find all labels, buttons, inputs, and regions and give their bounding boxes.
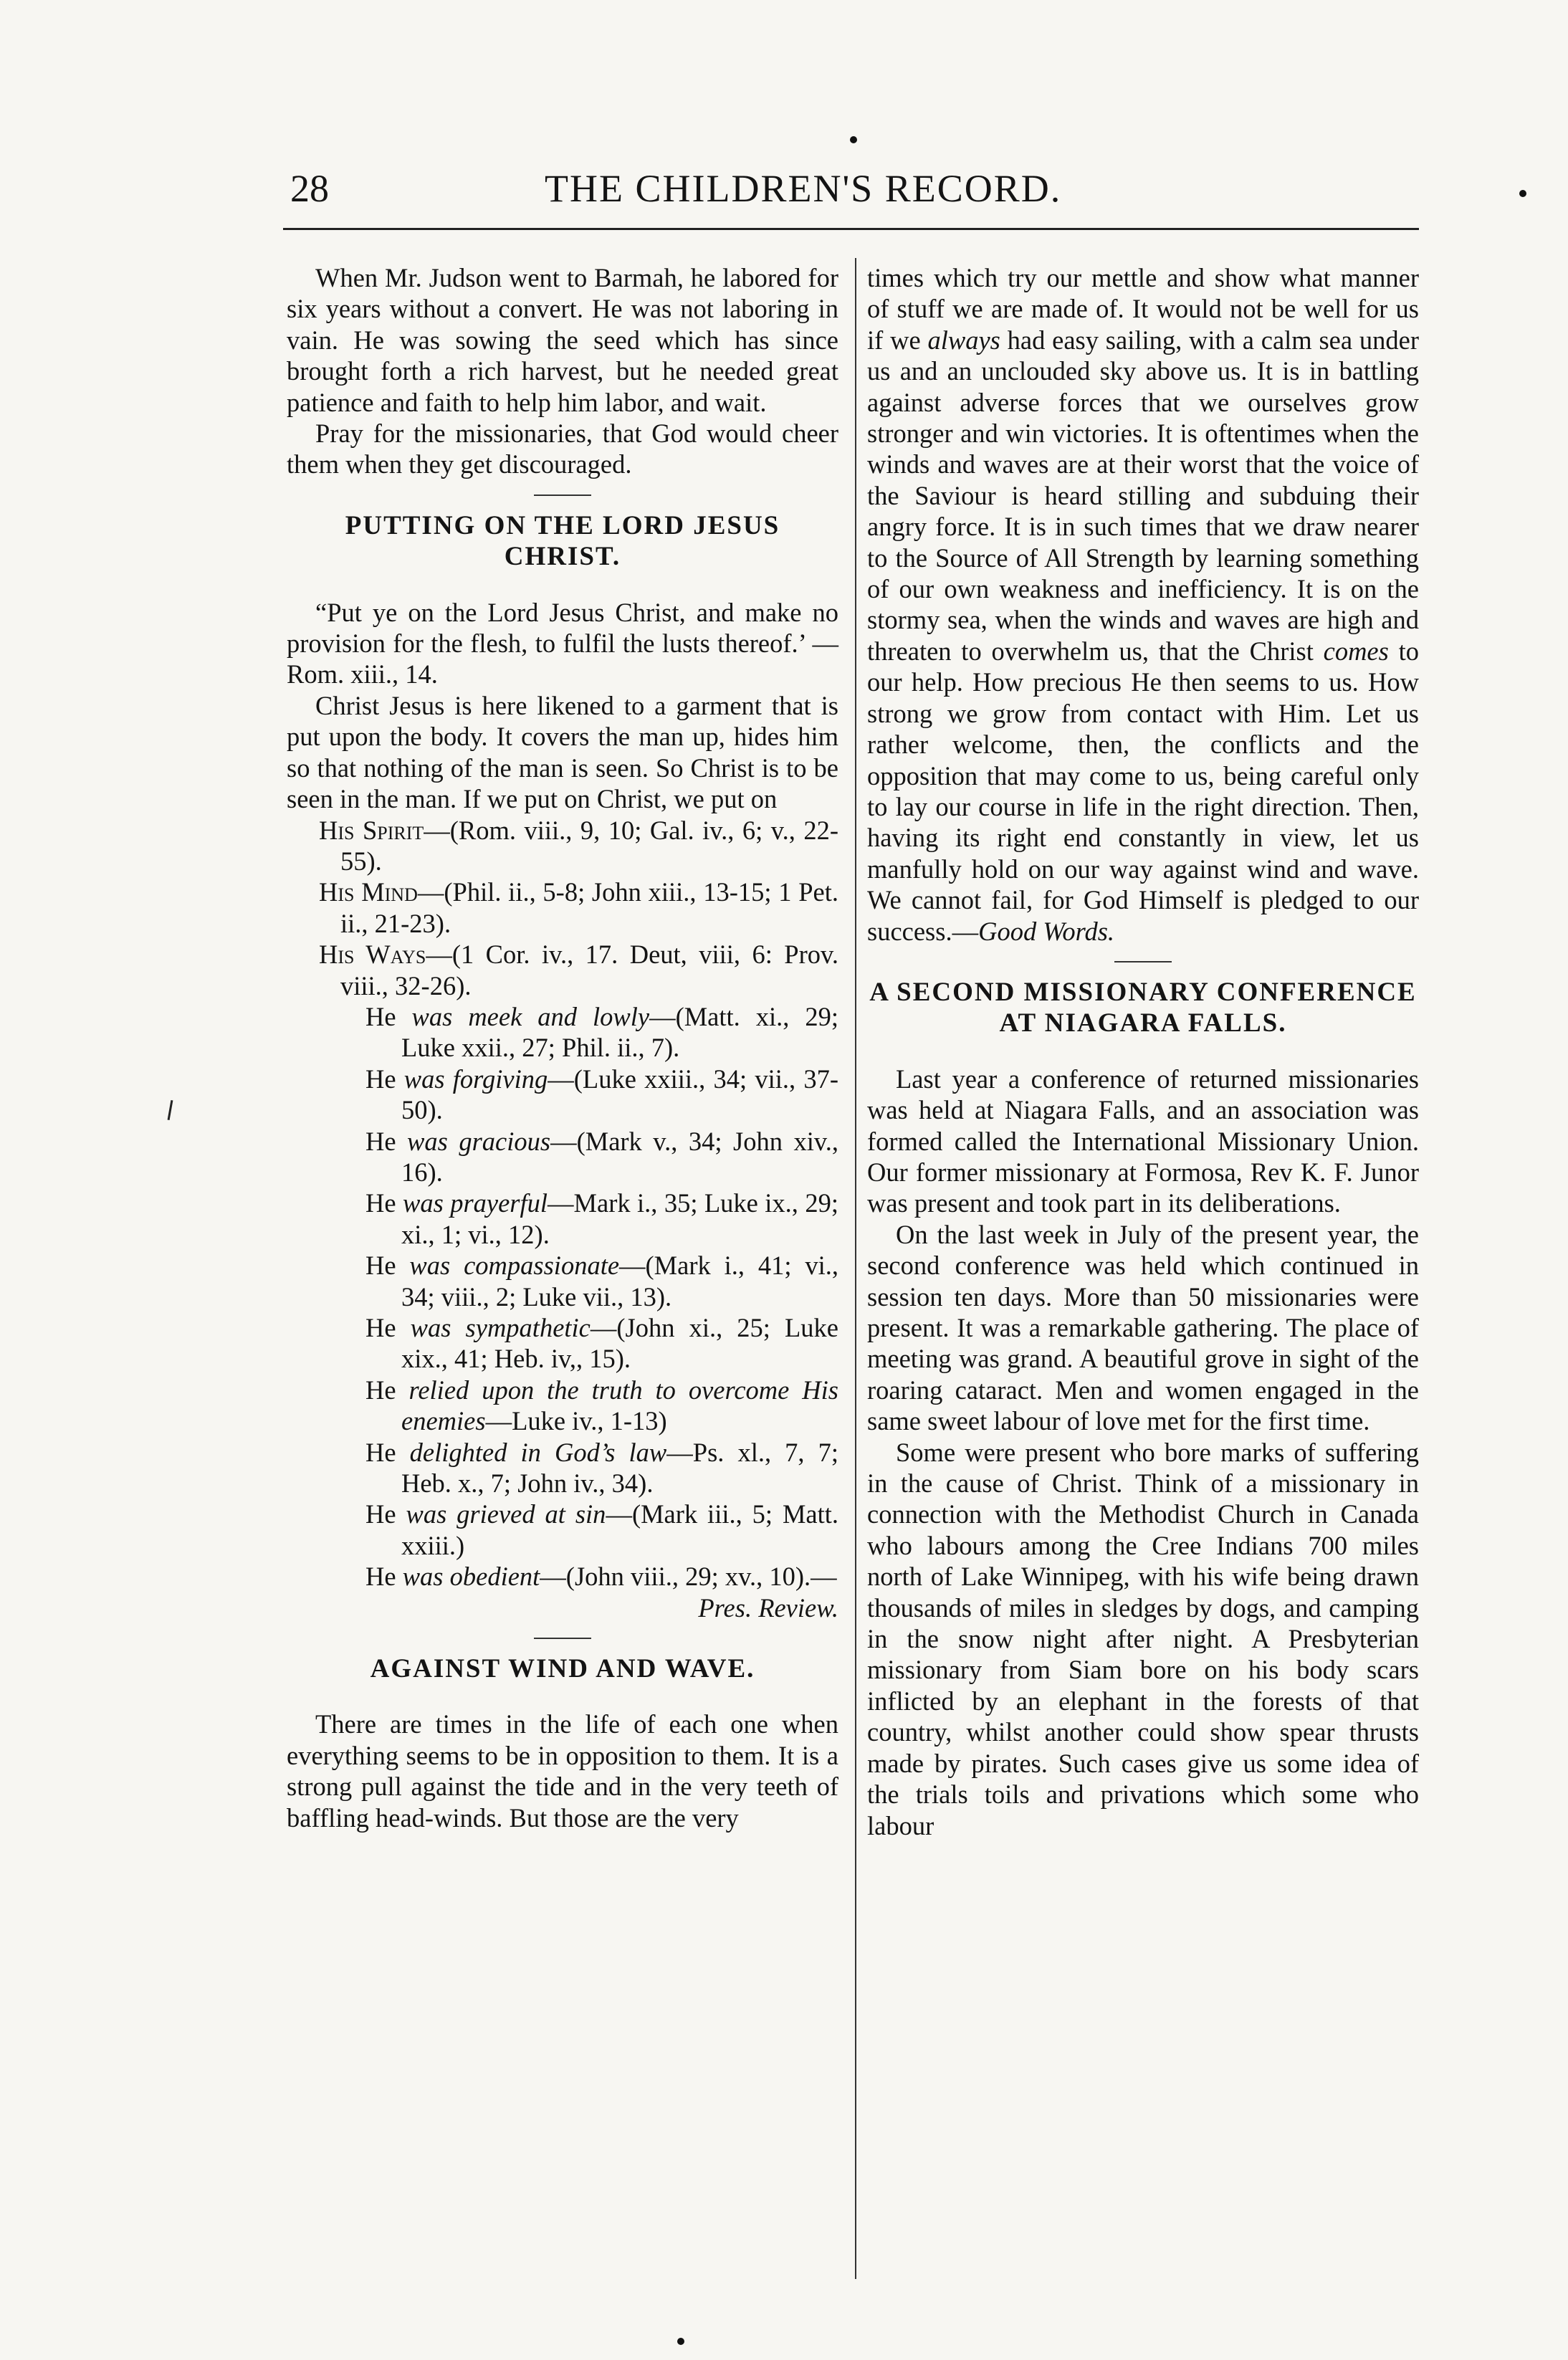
trait-item: He was meek and lowly—(Matt. xi., 29; Luke xxii., 27; Phil. ii., 7). <box>365 1001 839 1063</box>
scripture-quote: “Put ye on the Lord Jesus Christ, and make no provision for the flesh, to fulfil the lusts thereof.’ —Rom. xiii., 14. <box>287 597 838 689</box>
print-speck <box>1519 190 1526 197</box>
prayer-paragraph: Pray for the missionaries, that God would cheer them when they get discouraged. <box>287 419 838 479</box>
trait-item: He delighted in God’s law—Ps. xl., 7, 7; Heb. x., 7; John iv., 34). <box>365 1437 838 1499</box>
print-speck <box>850 136 857 143</box>
header-rule <box>283 228 1419 230</box>
article-heading-wind-and-wave: AGAINST WIND AND WAVE. <box>370 1654 755 1684</box>
trait-item: He was forgiving—(Luke xxiii., 34; vii., 37-50). <box>365 1064 838 1125</box>
trait-item: He was sympathetic—(John xi., 25; Luke xix., 41; Heb. iv,, 15). <box>365 1313 839 1374</box>
wind-paragraph-continued: times which try our mettle and show what manner of stuff we are made of. It would not be well for us if we always had easy sailing, with a calm sea under us and an unclouded sky above us. It is in battling against adverse forces that we ourselves grow stronger and win victories. It is oftentimes when the winds and waves are at their worst that the voice of the Saviour is heard stilling and subduing their angry force. It is in such times that we draw nearer to the Source of All Strength by learning something of our own weakness and inefficiency. It is on the stormy sea, when the winds and waves are high and threaten to overwhelm us, that the Christ comes to our help. How precious He then seems to us. How strong we grow from contact with Him. Let us rather welcome, then, the conflicts and the opposition that may come to us, being careful only to lay our course in life in the right direction. Then, having its right end constantly in view, let us manfully hold on our way against wind and wave. We cannot fail, for God Himself is pledged to our success.—Good Words. <box>867 263 1419 946</box>
garment-paragraph: Christ Jesus is here likened to a garment that is put upon the body. It covers the man up, hides him so that nothing of the man is seen. So Christ is to be seen in the man. If we put on Christ, we put on <box>287 690 838 814</box>
trait-item: He was grieved at sin—(Mark iii., 5; Matt. xxiii.) <box>365 1499 839 1560</box>
article-source: Good Words. <box>978 916 1115 946</box>
list-item: His Mind—(Phil. ii., 5-8; John xiii., 13-15; 1 Pet. ii., 21-23). <box>319 877 838 938</box>
list-item: His Ways—(1 Cor. iv., 17. Deut, viii, 6: Prov. viii., 32-26). <box>319 940 838 1000</box>
page-header <box>0 166 1568 224</box>
article-source: Pres. Review. <box>698 1592 838 1623</box>
article-heading-niagara-conference: A SECOND MISSIONARY CONFERENCE AT NIAGARA FALLS. <box>869 977 1417 1038</box>
conference-paragraph-1: Last year a conference of returned missionaries was held at Niagara Falls, and an association was formed called the International Missionary Union. Our former missionary at Formosa, Rev K. F. Junor was present and took part in its deliberations. <box>867 1064 1419 1218</box>
wind-paragraph-start: There are times in the life of each one when everything seems to be in opposition to them. It is a strong pull against the tide and in the very teeth of baffling head-winds. But those are the very <box>287 1709 838 1833</box>
running-title: THE CHILDREN'S RECORD. <box>545 167 1062 210</box>
left-column <box>287 262 838 1833</box>
page-number: 28 <box>290 167 329 210</box>
article-heading-putting-on-christ: PUTTING ON THE LORD JESUS CHRIST. <box>345 510 780 572</box>
right-column <box>867 262 1419 1841</box>
conference-paragraph-3: Some were present who bore marks of suffering in the cause of Christ. Think of a missionary in connection with the Methodist Church in Canada who labours among the Cree Indians 700 miles north of Lake Winnipeg, with his wife being drawn thousands of miles in sledges by dogs, and camping in the snow night after night. A Presbyterian missionary from Siam bore on his body scars inflicted by an elephant in the forests of that country, whilst another could show spear thrusts made by pirates. Such cases give us some idea of the trials toils and privations which some who labour <box>867 1437 1419 1840</box>
trait-item: He was compassionate—(Mark i., 41; vi., 34; viii., 2; Luke vii., 13). <box>365 1251 838 1312</box>
list-item: His Spirit—(Rom. viii., 9, 10; Gal. iv., 6; v., 22-55). <box>319 815 838 876</box>
trait-item: He was obedient—(John viii., 29; xv., 10).— <box>365 1562 837 1592</box>
trait-item: He was gracious—(Mark v., 34; John xiv., 16). <box>365 1126 838 1187</box>
print-speck <box>677 2338 684 2345</box>
margin-mark <box>168 1100 173 1120</box>
conference-paragraph-2: On the last week in July of the present year, the second conference was held which continued in session ten days. More than 50 missionaries were present. It was a remarkable gathering. The place of meeting was grand. A beautiful grove in sight of the roaring cataract. Men and women engaged in the same sweet labour of love met for the first time. <box>867 1219 1419 1436</box>
column-divider <box>855 258 856 2279</box>
trait-item: He was prayerful—Mark i., 35; Luke ix., 29; xi., 1; vi., 12). <box>365 1188 838 1249</box>
judson-paragraph: When Mr. Judson went to Barmah, he labored for six years without a convert. He was not laboring in vain. He was sowing the seed which has since brought forth a rich harvest, but he needed great patience and faith to help him labor, and wait. <box>287 263 838 417</box>
trait-item: He relied upon the truth to overcome His enemies—Luke iv., 1-13) <box>365 1375 838 1436</box>
